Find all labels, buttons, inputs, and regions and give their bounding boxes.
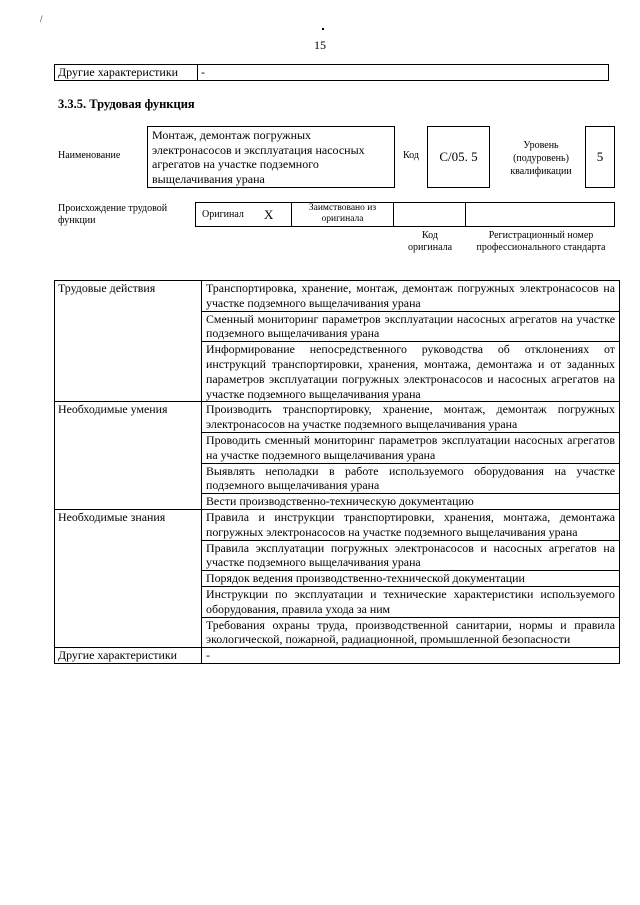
section-item: - <box>202 648 620 664</box>
section-item: Транспортировка, хранение, монтаж, демонтаж погружных электронасосов на участке подземного выщелачивания урана <box>202 281 620 312</box>
section-title: Необходимые умения <box>55 402 202 510</box>
labor-function-table <box>54 280 620 664</box>
section-item: Выявлять неполадки в работе используемого оборудования на участке подземного выщелачивания урана <box>202 463 620 494</box>
section-item: Правила и инструкции транспортировки, хранения, монтажа, демонтажа погружных электронасосов на участке подземного выщелачивания урана <box>202 509 620 540</box>
level-value: 5 <box>596 149 604 164</box>
original-code-box <box>393 202 466 227</box>
registration-number-label: Регистрационный номер профессионального стандарта <box>476 230 606 253</box>
section-item: Вести производственно-техническую документацию <box>202 494 620 510</box>
section-item: Производить транспортировку, хранение, монтаж, демонтаж погружных электронасосов на участке подземного выщелачивания урана <box>202 402 620 433</box>
section-item: Сменный мониторинг параметров эксплуатации насосных агрегатов на участке подземного выщелачивания урана <box>202 311 620 342</box>
borrowed-box <box>291 202 394 227</box>
top-row-value: - <box>198 65 609 81</box>
table-row <box>55 281 620 312</box>
function-name: Монтаж, демонтаж погружных электронасосов и эксплуатация насосных агрегатов на участке подземного выщелачивания урана <box>152 128 365 186</box>
code-label: Код <box>403 150 419 161</box>
code-value: С/05. 5 <box>439 149 478 164</box>
level-box <box>585 126 615 188</box>
table-row <box>55 509 620 540</box>
table-row <box>55 402 620 433</box>
scan-dot <box>322 28 324 30</box>
section-item: Правила эксплуатации погружных электронасосов и насосных агрегатов на участке подземного выщелачивания урана <box>202 540 620 571</box>
table-row <box>55 648 620 664</box>
level-label: Уровень (подуровень) квалификации <box>510 140 572 177</box>
section-item: Проводить сменный мониторинг параметров эксплуатации насосных агрегатов на участке подземного выщелачивания урана <box>202 432 620 463</box>
name-label: Наименование <box>58 150 121 161</box>
section-title: Другие характеристики <box>55 648 202 664</box>
original-box <box>195 202 292 227</box>
original-code-label: Код оригинала <box>407 230 453 253</box>
section-title: Трудовые действия <box>55 281 202 402</box>
original-mark: X <box>264 207 274 222</box>
section-title: Необходимые знания <box>55 509 202 647</box>
registration-number-box <box>465 202 615 227</box>
origin-label: Происхождение трудовой функции <box>58 203 168 226</box>
top-characteristics-table <box>54 64 609 81</box>
top-row-label: Другие характеристики <box>55 65 198 81</box>
section-item: Порядок ведения производственно-технической документации <box>202 571 620 587</box>
page-mark: / <box>40 14 43 24</box>
section-item: Инструкции по эксплуатации и технические характеристики используемого оборудования, правила ухода за ним <box>202 586 620 617</box>
original-label: Оригинал <box>202 209 244 220</box>
code-box <box>427 126 490 188</box>
section-item: Требования охраны труда, производственной санитарии, нормы и правила экологической, пожарной, радиационной, промышленной безопасности <box>202 617 620 648</box>
section-heading: 3.3.5. Трудовая функция <box>58 97 195 111</box>
section-item: Информирование непосредственного руководства об отклонениях от инструкций транспортировки, хранения, монтажа, демонтажа и от заданных параметров эксплуатации погружных электронасосов и насосных агрегатов на участке подземного выщелачивания урана <box>202 342 620 402</box>
page-number: 15 <box>314 38 326 52</box>
function-name-box <box>147 126 395 188</box>
borrowed-label: Заимствовано из оригинала <box>308 203 377 224</box>
